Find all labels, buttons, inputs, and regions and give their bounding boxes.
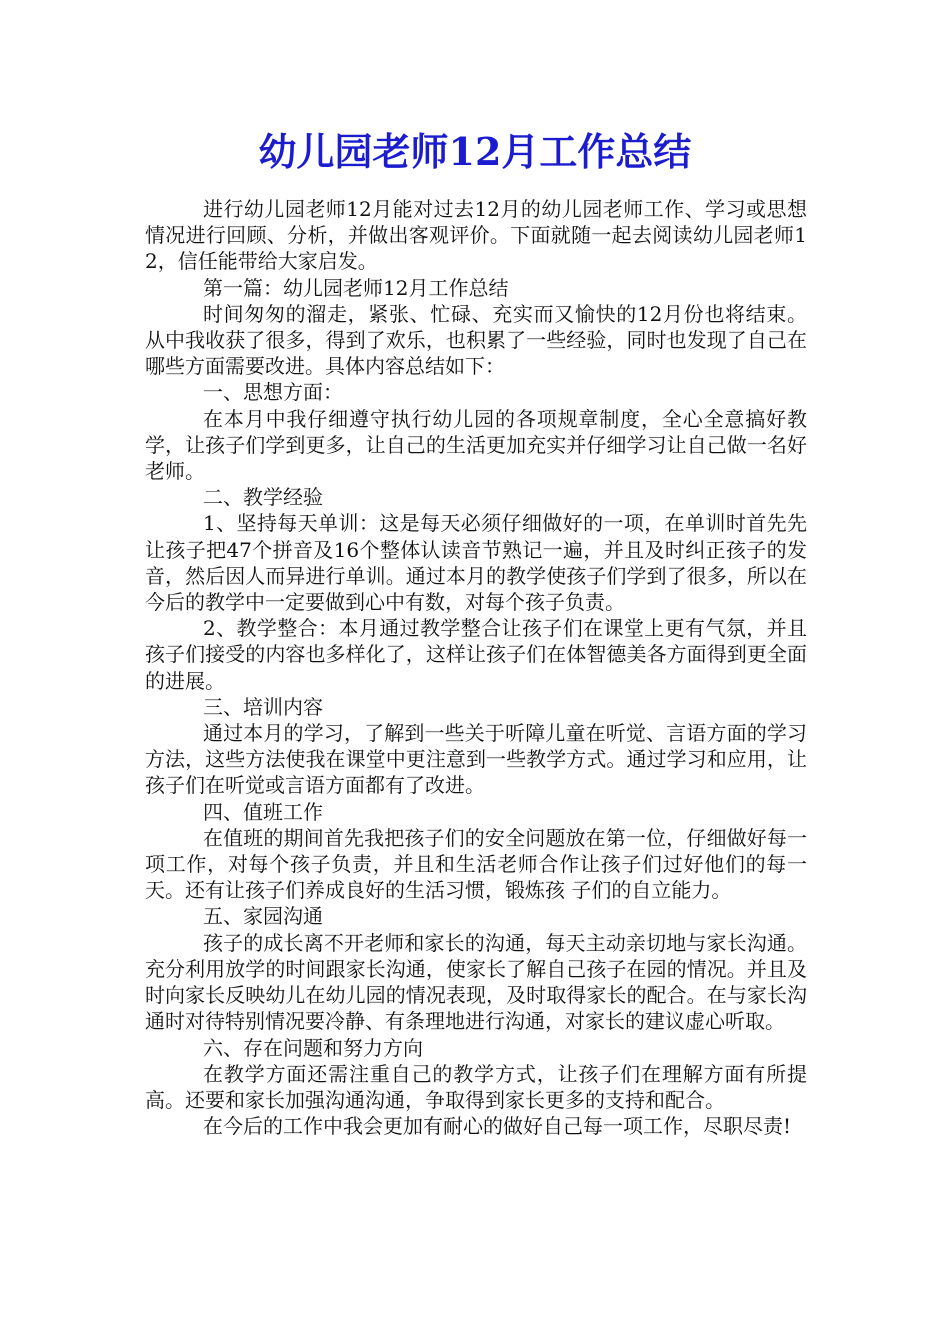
body-paragraph: 1、坚持每天单训：这是每天必须仔细做好的一项，在单训时首先先让孩子把47个拼音及16个整体认读音节熟记一遍，并且及时纠正孩子的发音，然后因人而异进行单训。通过本月的教学使孩子们学到了很多，所以在今后的教学中一定要做到心中有数，对每个孩子负责。: [145, 511, 807, 615]
body-paragraph: 在教学方面还需注重自己的教学方式，让孩子们在理解方面有所提高。还要和家长加强沟通沟通，争取得到家长更多的支持和配合。: [145, 1061, 807, 1112]
section-heading: 六、存在问题和努力方向: [203, 1035, 423, 1060]
section-heading: 四、值班工作: [203, 799, 323, 824]
section-heading: 二、教学经验: [203, 485, 323, 510]
body-paragraph: 孩子的成长离不开老师和家长的沟通，每天主动亲切地与家长沟通。充分利用放学的时间跟家长沟通，使家长了解自己孩子在园的情况。并且及时向家长反映幼儿在幼儿园的情况表现，及时取得家长的配合。在与家长沟通时对待特别情况要冷静、有条理地进行沟通，对家长的建议虚心听取。: [145, 930, 807, 1034]
closing-paragraph: 在今后的工作中我会更加有耐心的做好自己每一项工作，尽职尽责!: [203, 1114, 792, 1139]
document-body: [145, 196, 807, 1139]
section-heading: 一、思想方面：: [203, 380, 343, 405]
intro-paragraph: 进行幼儿园老师12月能对过去12月的幼儿园老师工作、学习或思想情况进行回顾、分析，并做出客观评价。下面就随一起去阅读幼儿园老师12，信任能带给大家启发。: [145, 197, 807, 274]
body-paragraph: 在本月中我仔细遵守执行幼儿园的各项规章制度，全心全意搞好教学，让孩子们学到更多，让自己的生活更加充实并仔细学习让自己做一名好老师。: [145, 406, 807, 484]
section-heading: 三、培训内容: [203, 694, 323, 719]
body-paragraph: 在值班的期间首先我把孩子们的安全问题放在第一位，仔细做好每一项工作，对每个孩子负责，并且和生活老师合作让孩子们过好他们的每一天。还有让孩子们养成良好的生活习惯，锻炼孩 子们的自立能力。: [145, 825, 807, 903]
document-title: 幼儿园老师12月工作总结: [258, 129, 692, 174]
body-paragraph: 2、教学整合：本月通过教学整合让孩子们在课堂上更有气氛，并且孩子们接受的内容也多样化了，这样让孩子们在体智德美各方面得到更全面的进展。: [145, 616, 807, 693]
body-paragraph: 时间匆匆的溜走，紧张、忙碌、充实而又愉快的12月份也将结束。从中我收获了很多，得到了欢乐，也积累了一些经验，同时也发现了自己在哪些方面需要改进。具体内容总结如下：: [145, 301, 807, 379]
section-heading: 五、家园沟通: [203, 904, 323, 929]
section-heading: 第一篇：幼儿园老师12月工作总结: [203, 275, 509, 300]
body-paragraph: 通过本月的学习，了解到一些关于听障儿童在听觉、言语方面的学习方法，这些方法使我在课堂中更注意到一些教学方式。通过学习和应用，让孩子们在听觉或言语方面都有了改进。: [145, 721, 807, 798]
